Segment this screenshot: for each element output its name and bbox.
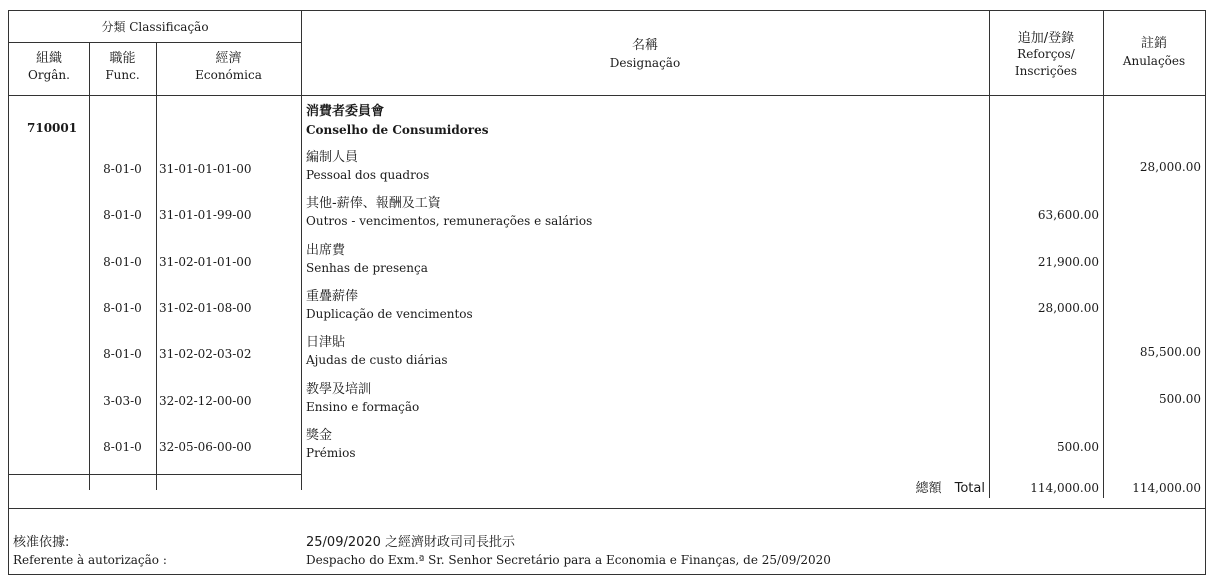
econ-code: 32-02-12-00-00 — [159, 394, 252, 408]
func-code: 8-01-0 — [103, 301, 142, 315]
name-header-zh: 名稱 — [631, 38, 658, 53]
row-divider — [9, 474, 301, 475]
reforco-header-pt1: Reforços/ — [1017, 47, 1075, 61]
item-name-pt: Prémios — [306, 446, 356, 460]
econ-header-pt: Económica — [195, 68, 262, 82]
reforco-value: 500.00 — [1057, 440, 1099, 454]
item-name-pt: Ensino e formação — [306, 400, 420, 414]
item-name-zh: 出席費 — [306, 243, 346, 258]
col-divider — [301, 11, 302, 490]
item-name-pt: Pessoal dos quadros — [306, 168, 430, 182]
func-code: 8-01-0 — [103, 162, 142, 176]
footer-text-zh: 25/09/2020 之經濟財政司司長批示 — [306, 535, 516, 550]
footer-label-pt: Referente à autorização : — [13, 553, 167, 567]
item-name-zh: 重疊薪俸 — [306, 289, 359, 304]
footer-label-zh: 核准依據: — [13, 535, 70, 550]
reforco-value: 28,000.00 — [1037, 301, 1099, 315]
item-name-pt: Duplicação de vencimentos — [306, 307, 473, 321]
func-header-pt: Func. — [105, 68, 140, 82]
func-code: 8-01-0 — [103, 208, 142, 222]
reforco-header-zh: 追加/登錄 — [1017, 31, 1075, 46]
item-name-zh: 編制人員 — [306, 150, 359, 165]
item-name-zh: 獎金 — [306, 428, 333, 443]
organ-code: 710001 — [27, 121, 78, 135]
econ-code: 31-02-01-01-00 — [159, 255, 252, 269]
func-code: 3-03-0 — [103, 394, 142, 408]
econ-code: 31-01-01-01-00 — [159, 162, 252, 176]
reforco-value: 21,900.00 — [1037, 255, 1099, 269]
item-name-zh: 教學及培訓 — [306, 382, 372, 397]
total-anulacao: 114,000.00 — [1132, 481, 1201, 495]
reforco-value: 63,600.00 — [1037, 208, 1099, 222]
budget-table — [8, 10, 1206, 575]
item-name-zh: 日津貼 — [306, 335, 346, 350]
organ-header-pt: Orgân. — [28, 68, 70, 82]
item-name-zh: 其他-薪俸、報酬及工資 — [306, 196, 441, 211]
entity-name-pt: Conselho de Consumidores — [306, 123, 489, 137]
econ-code: 31-02-02-03-02 — [159, 347, 252, 361]
total-reforco: 114,000.00 — [1030, 481, 1099, 495]
func-code: 8-01-0 — [103, 255, 142, 269]
econ-code: 31-01-01-99-00 — [159, 208, 252, 222]
col-divider — [156, 42, 157, 490]
econ-code: 31-02-01-08-00 — [159, 301, 252, 315]
item-name-pt: Senhas de presença — [306, 261, 428, 275]
func-code: 8-01-0 — [103, 440, 142, 454]
entity-name-zh: 消費者委員會 — [306, 104, 385, 119]
econ-header-zh: 經濟 — [215, 51, 242, 66]
anulacao-header-zh: 註銷 — [1140, 36, 1167, 51]
anulacao-header-pt: Anulações — [1122, 54, 1186, 68]
header-bottom-line — [9, 95, 1205, 96]
anulacao-value: 28,000.00 — [1139, 160, 1201, 174]
econ-code: 32-05-06-00-00 — [159, 440, 252, 454]
anulacao-value: 500.00 — [1159, 392, 1201, 406]
classification-header: 分類 Classificação — [101, 20, 209, 34]
func-header-zh: 職能 — [109, 51, 136, 66]
anulacao-value: 85,500.00 — [1139, 345, 1201, 359]
total-label: 總額 Total — [915, 481, 985, 496]
col-divider — [989, 11, 990, 498]
name-header-pt: Designação — [609, 56, 681, 70]
func-code: 8-01-0 — [103, 347, 142, 361]
item-name-pt: Outros - vencimentos, remunerações e salários — [306, 214, 593, 228]
total-bottom-line — [9, 508, 1205, 509]
header-divider — [9, 42, 301, 43]
reforco-header-pt2: Inscrições — [1014, 64, 1078, 78]
col-divider — [1103, 11, 1104, 498]
item-name-pt: Ajudas de custo diárias — [306, 353, 448, 367]
organ-header-zh: 組織 — [35, 51, 62, 66]
footer-text-pt: Despacho do Exm.ª Sr. Senhor Secretário para a Economia e Finanças, de 25/09/2020 — [306, 553, 831, 567]
